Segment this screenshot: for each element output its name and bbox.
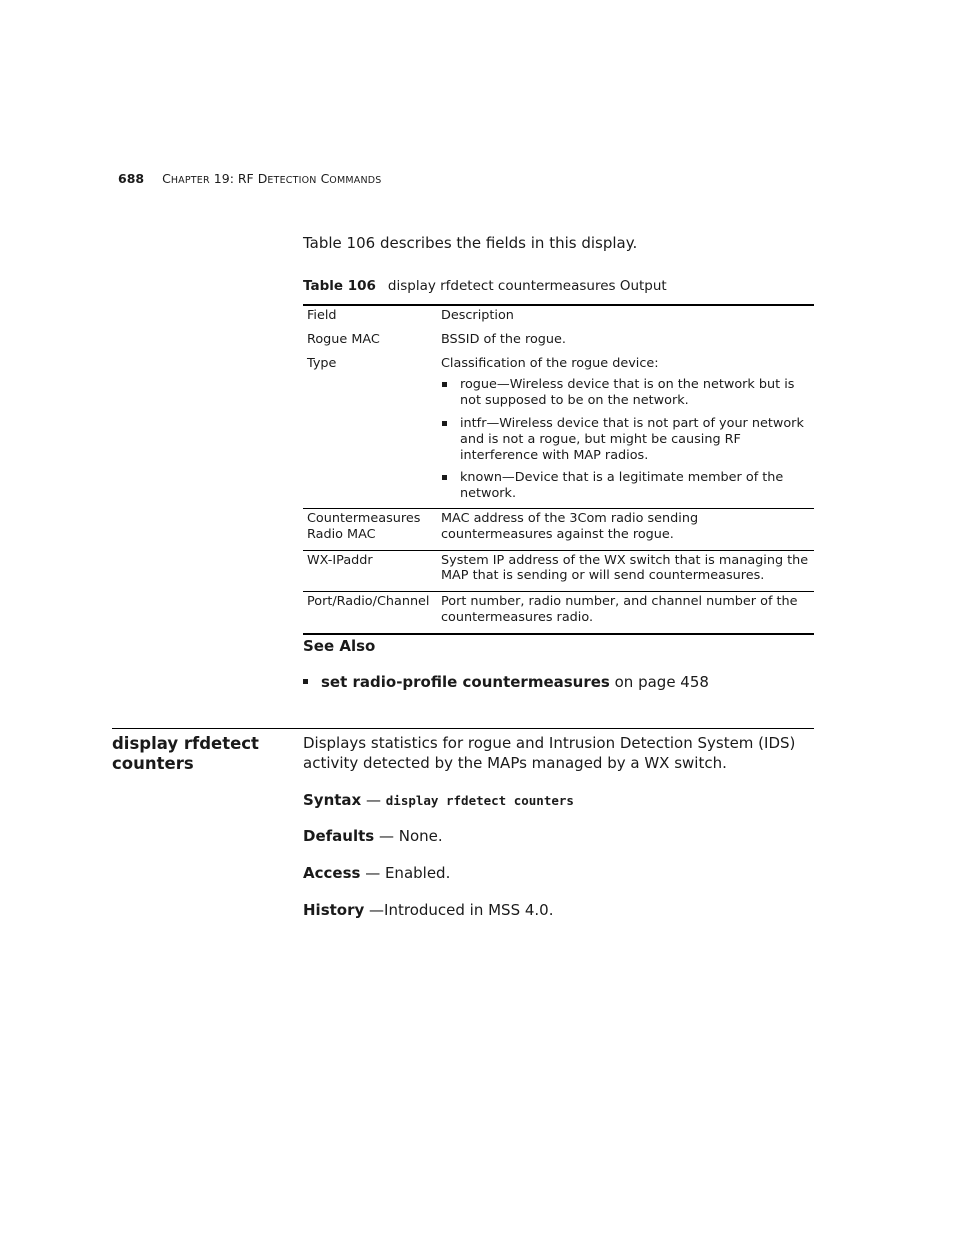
field-cell: Countermeasures Radio MAC [303, 508, 437, 550]
see-also-link[interactable]: set radio-profile countermeasures [321, 673, 610, 691]
description-cell: MAC address of the 3Com radio sending countermeasures against the rogue. [437, 508, 814, 550]
bullet-square-icon [442, 382, 447, 387]
column-header-description: Description [441, 308, 514, 323]
see-also-page-ref: on page 458 [609, 673, 709, 691]
table-caption-label: Table 106 [303, 278, 376, 294]
field-cell: WX-IPaddr [303, 550, 437, 592]
access-line [303, 864, 450, 882]
table-row [303, 330, 814, 354]
description-cell [437, 354, 814, 509]
bullet-square-icon [303, 679, 308, 684]
table-row [303, 354, 814, 509]
description-text: Classification of the rogue device: [441, 355, 659, 371]
access-value: — Enabled. [360, 864, 451, 882]
defaults-value: — None. [374, 827, 443, 845]
section-title: display rfdetect counters [112, 734, 259, 773]
table-row [303, 550, 814, 592]
table-header-row [303, 305, 814, 330]
bullet-square-icon [442, 475, 447, 480]
table-caption [303, 278, 667, 294]
list-item: known—Device that is a legitimate member of the network. [441, 470, 810, 502]
description-cell: Port number, radio number, and channel number of the countermeasures radio. [437, 592, 814, 634]
table-caption-title: display rfdetect countermeasures Output [387, 278, 667, 294]
access-label: Access [303, 864, 361, 882]
fields-table [303, 304, 814, 635]
history-label: History [303, 901, 365, 919]
chapter-title: CHAPTER 19: RF DETECTION COMMANDS [162, 171, 382, 186]
page-number: 688 [118, 171, 145, 186]
history-value: —Introduced in MSS 4.0. [364, 901, 554, 919]
history-line [303, 901, 554, 919]
section-description: Displays statistics for rogue and Intrusion Detection System (IDS) activity detected by the MAPs managed by a WX switch. [303, 734, 796, 772]
syntax-command: display rfdetect counters [385, 793, 574, 808]
list-item: rogue—Wireless device that is on the network but is not supposed to be on the network. [441, 377, 810, 409]
bullet-square-icon [442, 421, 447, 426]
field-cell: Port/Radio/Channel [303, 592, 437, 634]
intro-paragraph: Table 106 describes the fields in this display. [303, 234, 638, 252]
syntax-label: Syntax [303, 791, 362, 809]
see-also-item [303, 673, 709, 691]
defaults-label: Defaults [303, 827, 375, 845]
type-bullet-list [441, 377, 810, 502]
running-header [118, 171, 382, 186]
description-cell: System IP address of the WX switch that is managing the MAP that is sending or will send countermeasures. [437, 550, 814, 592]
table-row [303, 592, 814, 634]
field-cell: Type [307, 355, 337, 371]
field-cell: Rogue MAC [307, 331, 380, 347]
column-header-field: Field [307, 308, 337, 323]
see-also-heading: See Also [303, 637, 376, 655]
description-cell: BSSID of the rogue. [441, 331, 566, 347]
defaults-line [303, 827, 443, 845]
section-divider [112, 728, 814, 729]
syntax-line: Syntax — display rfdetect counters [303, 791, 574, 809]
list-item: intfr—Wireless device that is not part of your network and is not a rogue, but might be causing RF interference with MAP radios. [441, 416, 810, 463]
table-row [303, 508, 814, 550]
